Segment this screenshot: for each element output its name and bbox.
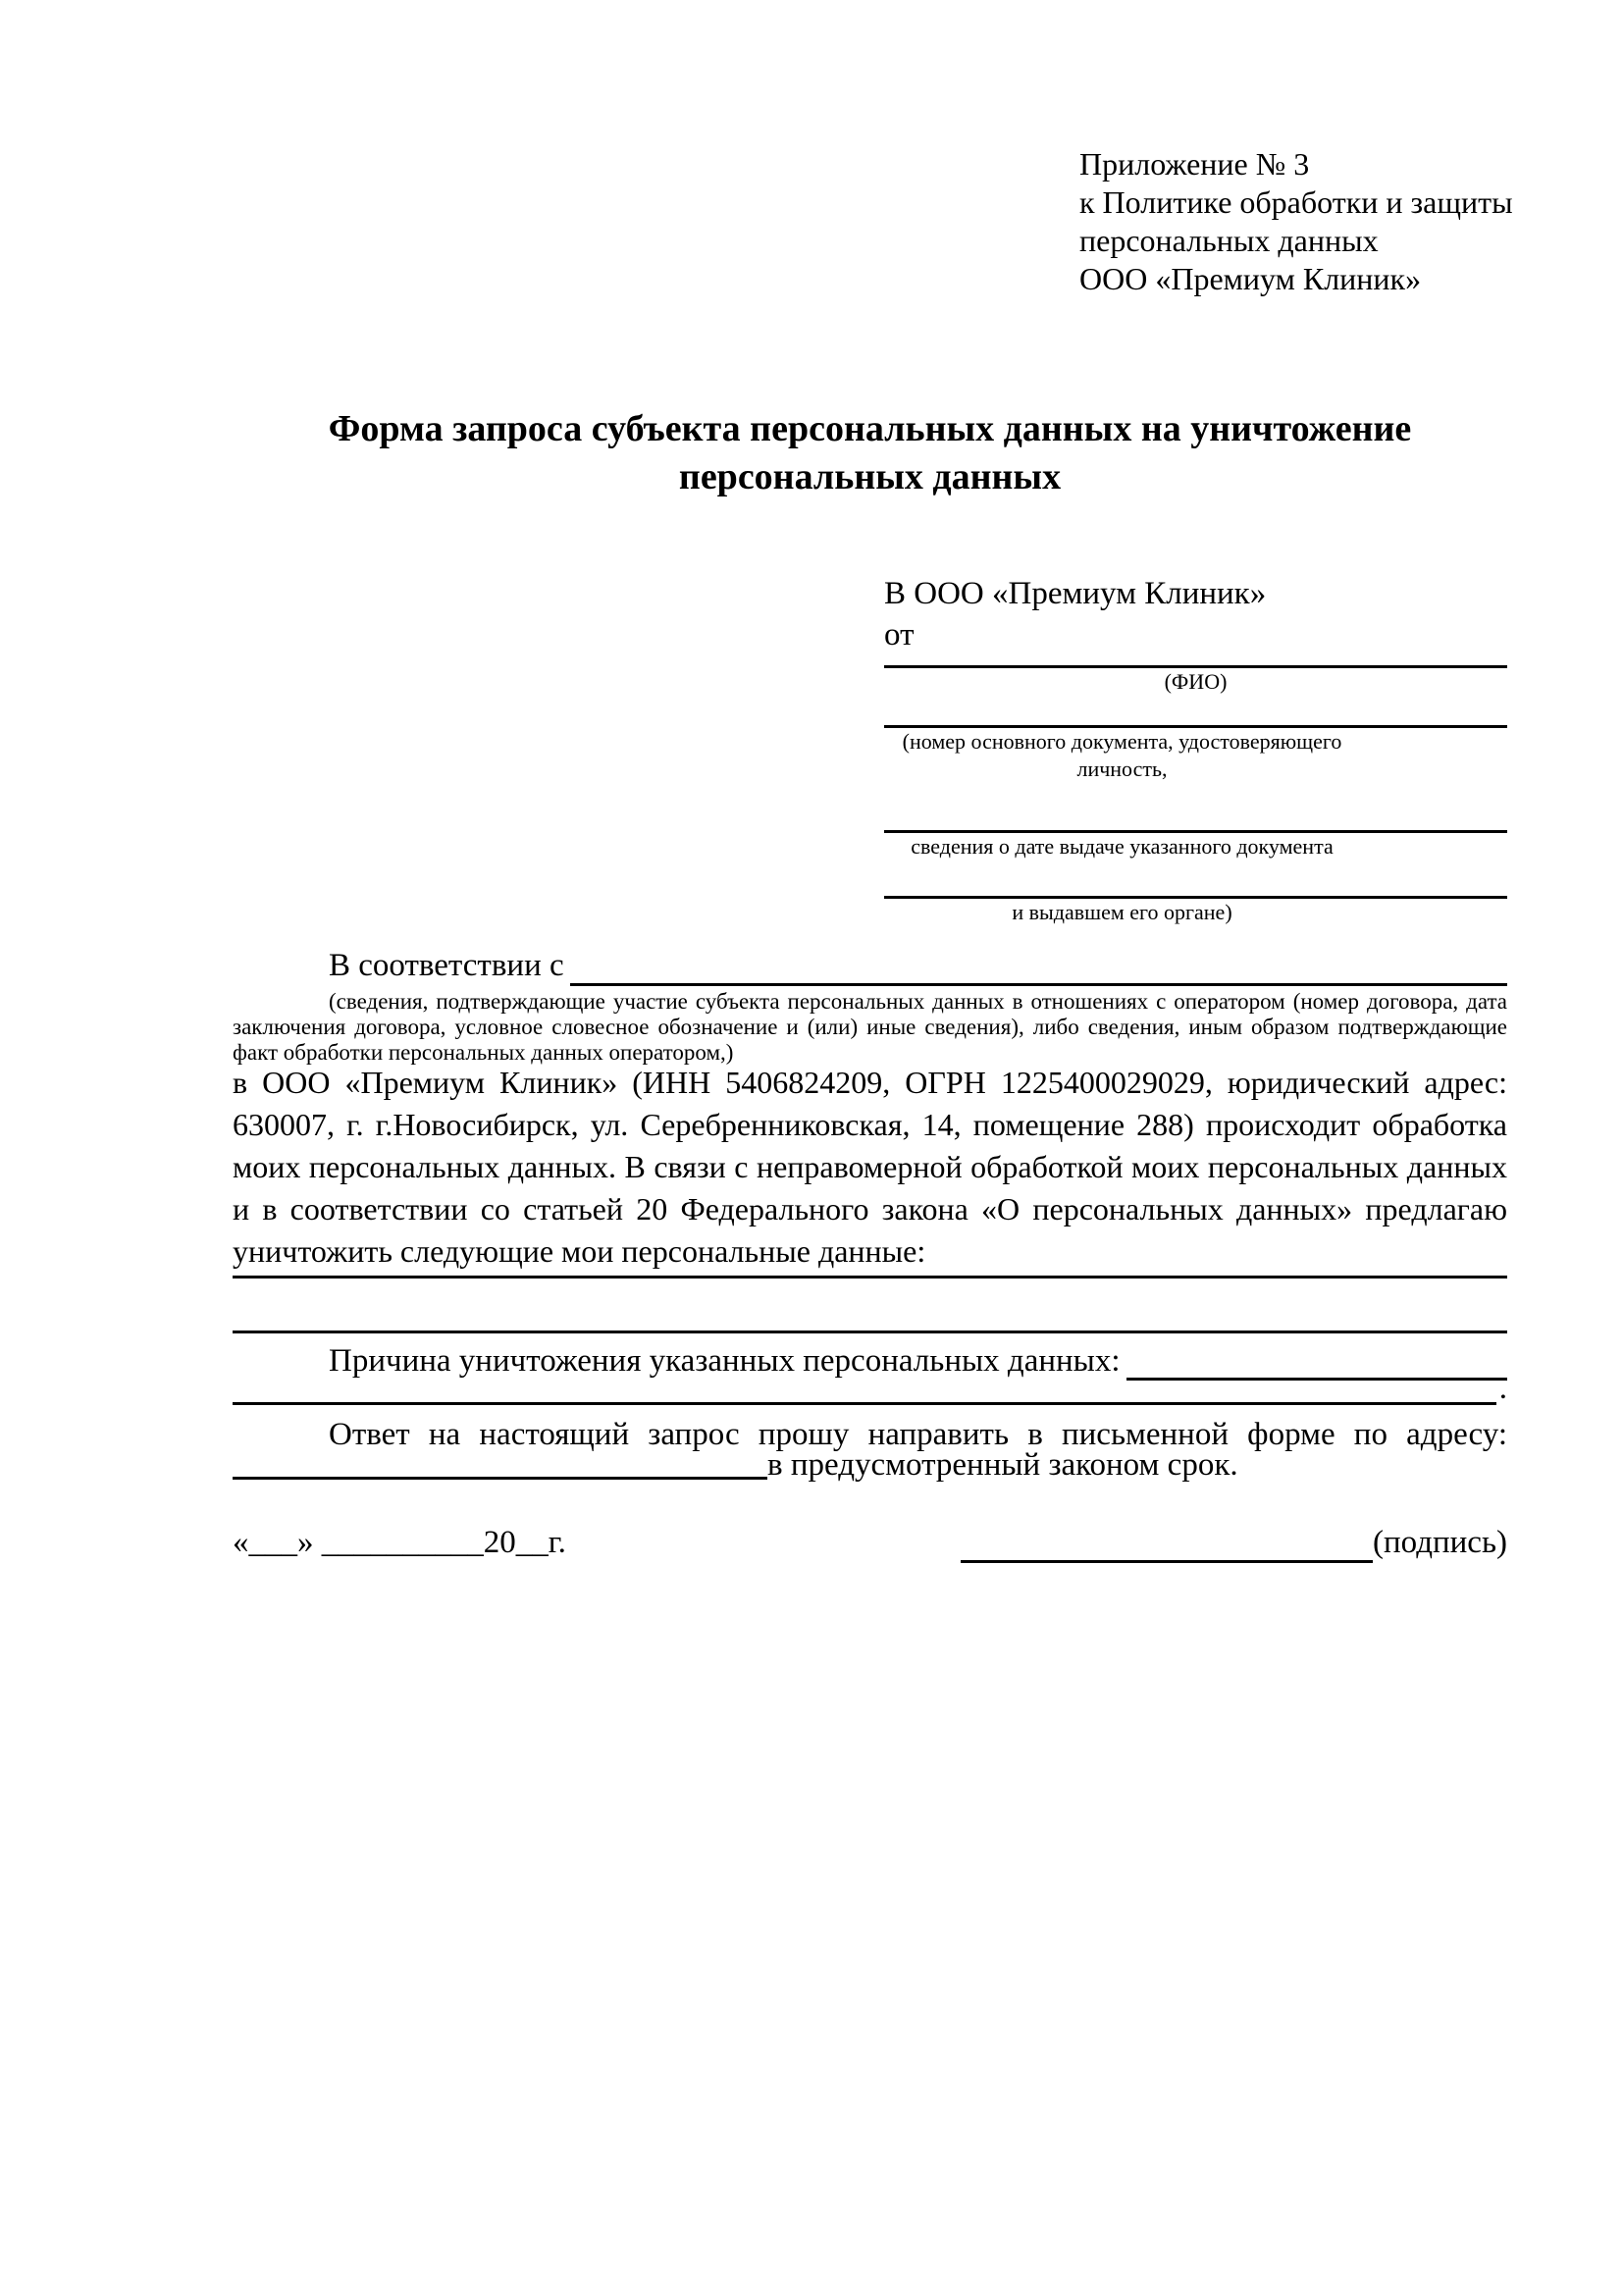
answer-suffix: в предусмотренный законом срок. [767, 1447, 1238, 1483]
doc-date-caption: сведения о дате выдаче указанного документа [911, 834, 1334, 859]
appendix-line: персональных данных [1079, 223, 1379, 258]
date-signature-row [233, 1522, 1507, 1563]
doc-number-caption: (номер основного документа, удостоверяющего личность, [902, 729, 1342, 781]
signature-group [961, 1522, 1507, 1563]
address-row [233, 1447, 1507, 1483]
addressee-block [884, 573, 1507, 926]
date-blank-line: «___» __________20__г. [233, 1525, 566, 1560]
doc-issuer-caption: и выдавшем его органе) [1012, 900, 1232, 924]
fio-caption: (ФИО) [1164, 669, 1228, 694]
appendix-note [1079, 145, 1513, 298]
personal-data-blank-line-2 [233, 1331, 1507, 1333]
doc-number-blank-line [884, 696, 1507, 728]
accordance-row [233, 945, 1507, 986]
signature-caption: (подпись) [1373, 1525, 1507, 1560]
answer-paragraph: Ответ на настоящий запрос прошу направить в письменной форме по адресу: [329, 1417, 1507, 1452]
addressee-from-label: от [884, 617, 915, 652]
accordance-blank-line [570, 945, 1507, 986]
sentence-period: . [1498, 1371, 1507, 1406]
appendix-line: ООО «Премиум Клиник» [1079, 261, 1422, 296]
main-paragraph: в ООО «Премиум Клиник» (ИНН 5406824209, ОГРН 1225400029029, юридический адрес: 630007, г. г.Новосибирск, ул. Серебренниковская, 14, помещение 288) происходит обработка моих персональных данных. В связи с неправомерной обработкой моих персональных данных и в соответствии со статьей 20 Федерального закона «О персональных данных» предлагаю уничтожить следующие мои персональные данные: [233, 1065, 1507, 1269]
personal-data-blank-line-1 [233, 1276, 1507, 1278]
fio-blank-line [884, 655, 1507, 668]
reason-continuation-row [233, 1372, 1507, 1405]
signature-blank-line [961, 1522, 1373, 1563]
reason-label: Причина уничтожения указанных персональных данных: [329, 1343, 1121, 1379]
form-title: Форма запроса субъекта персональных данных на уничтожение персональных данных [328, 408, 1412, 497]
appendix-line: Приложение № 3 [1079, 146, 1310, 182]
reason-continuation-blank-line [233, 1372, 1496, 1405]
appendix-line: к Политике обработки и защиты [1079, 184, 1513, 220]
accordance-prefix: В соответствии с [329, 948, 564, 983]
address-blank-line [233, 1450, 767, 1480]
doc-issuer-blank-line [884, 861, 1507, 899]
addressee-to: В ООО «Премиум Клиник» [884, 576, 1267, 611]
doc-date-blank-line [884, 783, 1507, 833]
accordance-footnote: (сведения, подтверждающие участие субъекта персональных данных в отношениях с оператором (номер договора, дата заключения договора, условное словесное обозначение и (или) иные сведения), либо сведения, иным образом подтверждающие факт обработки персональных данных оператором,) [233, 989, 1507, 1065]
